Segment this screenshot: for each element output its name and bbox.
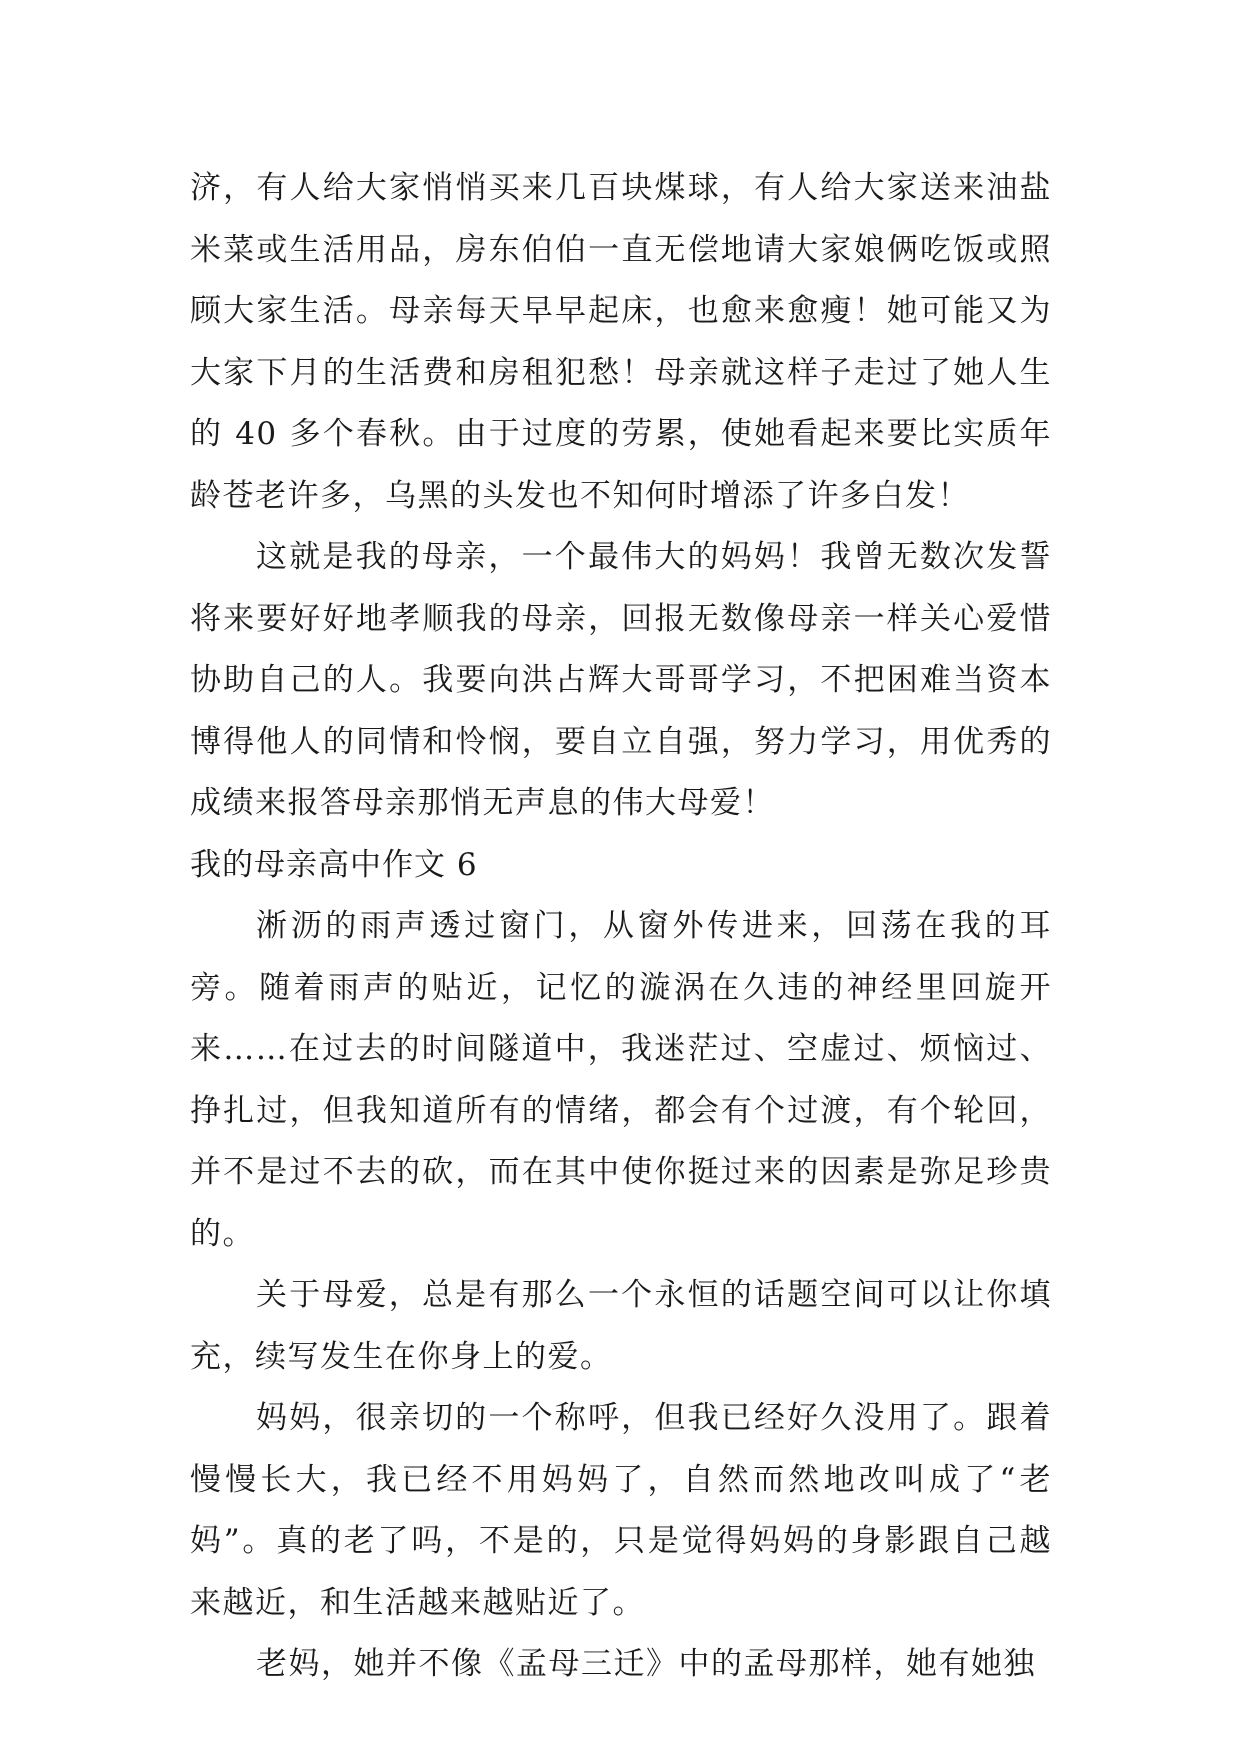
section-title: 我的母亲高中作文 6: [190, 846, 478, 883]
document-body: [190, 158, 1052, 1696]
paragraph: 老妈，她并不像《孟母三迁》中的孟母那样，她有她独: [256, 1646, 1036, 1682]
paragraph-continued: 济，有人给大家悄悄买来几百块煤球，有人给大家送来油盐米菜或生活用品，房东伯伯一直无偿地请大家娘俩吃饭或照顾大家生活。母亲每天早早起床，也愈来愈瘦！她可能又为大家下月的生活费和房租犯愁！母亲就这样子走过了她人生的 40 多个春秋。由于过度的劳累，使她看起来要比实质年龄苍老许多，乌黑的头发也不知何时增添了许多白发！: [190, 170, 1052, 514]
paragraph: 这就是我的母亲，一个最伟大的妈妈！我曾无数次发誓将来要好好地孝顺我的母亲，回报无数像母亲一样关心爱惜协助自己的人。我要向洪占辉大哥哥学习，不把困难当资本博得他人的同情和怜悯，要自立自强，努力学习，用优秀的成绩来报答母亲那悄无声息的伟大母爱！: [190, 539, 1052, 821]
paragraph: 关于母爱，总是有那么一个永恒的话题空间可以让你填充，续写发生在你身上的爱。: [190, 1277, 1052, 1375]
paragraph: 淅沥的雨声透过窗门，从窗外传进来，回荡在我的耳旁。随着雨声的贴近，记忆的漩涡在久违的神经里回旋开来……在过去的时间隧道中，我迷茫过、空虚过、烦恼过、挣扎过，但我知道所有的情绪，都会有个过渡，有个轮回，并不是过不去的砍，而在其中使你挺过来的因素是弥足珍贵的。: [190, 908, 1052, 1252]
paragraph: 妈妈，很亲切的一个称呼，但我已经好久没用了。跟着慢慢长大，我已经不用妈妈了，自然而然地改叫成了“老妈”。真的老了吗，不是的，只是觉得妈妈的身影跟自己越来越近，和生活越来越贴近了。: [190, 1400, 1052, 1621]
